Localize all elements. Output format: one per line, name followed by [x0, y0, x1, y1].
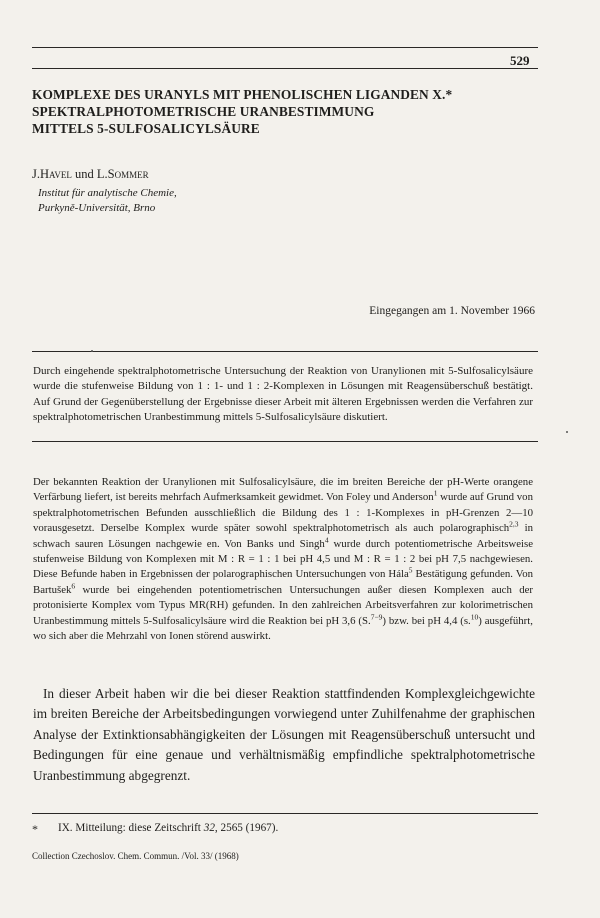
footnote-text: IX. Mitteilung: diese Zeitschrift: [58, 822, 204, 834]
ref-2-3: 2,3: [509, 519, 519, 529]
journal-citation: Collection Czechoslov. Chem. Commun. /Vol. 33/ (1968): [32, 851, 239, 861]
title-line-3: MITTELS 5-SULFOSALICYLSÄURE: [32, 121, 260, 136]
footnote-mark: *: [32, 822, 38, 836]
scan-speck: [91, 350, 93, 352]
authors: [32, 167, 149, 182]
intro-text-7: ) bzw. bei pH 4,4 (s.: [382, 614, 471, 627]
ref-10: 10: [470, 612, 479, 622]
abstract: Durch eingehende spektralphotometrische Untersuchung der Reaktion von Uranylionen mit 5-Sulfosalicylsäure wurde die stufenweise Bildung von 1 : 1- und 1 : 2-Komplexen in Lösungen mit Reagensüberschuß bestätigt. Auf Grund der Gegenüberstellung der Ergebnisse dieser Arbeit mit älteren Ergebnissen werden die Verfahren zur spektralphotometrischen Uranbestimmung mittels 5-Sulfosalicylsäure diskutiert.: [33, 365, 533, 424]
author-2-initial: L.: [96, 167, 108, 181]
ref-4: 4: [324, 535, 329, 545]
intro-text-8: ) ausgeführt, wo sich aber die Mehrzahl von Ionen störend auswirkt.: [33, 614, 533, 643]
received-date: Eingegangen am 1. November 1966: [369, 305, 535, 317]
abstract-rule-bottom: [32, 441, 538, 442]
ref-7-9: 7−9: [370, 612, 383, 622]
intro-text-3: in schwach sauren Lösungen nachgewie en. Von Banks und Singh: [33, 522, 533, 550]
author-2-name: Sommer: [107, 167, 149, 181]
scan-speck-2: [566, 431, 568, 433]
intro-paragraph: [33, 475, 533, 644]
affiliation-line-1: Institut für analytische Chemie,: [38, 187, 177, 199]
ref-5: 5: [408, 565, 413, 575]
intro-text-2: wurde auf Grund von spektralphotometrischen Befunden ausschließlich die Bildung des 1 : 1-Komplexes in pH-Grenzen 2—10 vorausgesetzt. Derselbe Komplex wurde später sowohl spektralphotometrisch als auch polarographisch: [33, 491, 533, 535]
footnote-rule: [32, 813, 538, 814]
header-rule-lower: [32, 68, 538, 69]
footnote-text-end: , 2565 (1967).: [214, 822, 279, 834]
author-1-initial: J.: [32, 167, 40, 181]
title-line-1: KOMPLEXE DES URANYLS MIT PHENOLISCHEN LIGANDEN X.*: [32, 87, 453, 102]
author-1-name: Havel: [40, 167, 72, 181]
intro-text-1: Der bekannten Reaktion der Uranylionen mit Sulfosalicylsäure, die im breiten Bereiche der pH-Werte orangene Verfärbung liefert, ist bereits mehrfach Aufmerksamkeit gewidmet. Von Foley und Anderson: [33, 476, 533, 504]
abstract-rule-top: [32, 351, 538, 352]
header-rule: [32, 47, 538, 48]
affiliation-line-2: Purkyně-Universität, Brno: [38, 201, 156, 214]
ref-1: 1: [433, 488, 438, 498]
ref-6: 6: [71, 581, 76, 591]
title-line-2: SPEKTRALPHOTOMETRISCHE URANBESTIMMUNG: [32, 104, 375, 119]
footnote: [58, 822, 278, 834]
intro-text-6: wurde bei eingehenden potentiometrischen Untersuchungen außer diesen Komplexen auch der protonisierte Komplex vom Typus MR(RH) gefunden. In den zahlreichen Arbeitsverfahren zur kolorimetrischen Uranbestimmung mittels 5-Sulfosalicylsäure wird die Reaktion bei pH 3,6 (S.: [33, 583, 533, 627]
author-conjunction: und: [71, 167, 97, 181]
affiliation: [38, 186, 177, 215]
footnote-volume: 32: [203, 822, 215, 834]
intro-text-4: wurde durch potentiometrische Arbeitsweise stufenweise Bildung von Komplexen mit M : R = 1 : 1 bei pH 4,5 und M : R = 1 : 2 bei pH 7,5 nachgewiesen. Diese Befunde haben in Ergebnissen der polarographischen Untersuchungen von Hála: [33, 537, 533, 581]
intro-text-5: Bestätigung gefunden. Von Bartušek: [33, 568, 534, 596]
aim-paragraph: In dieser Arbeit haben wir die bei dieser Reaktion stattfindenden Komplexgleichgewichte im breiten Bereiche der Arbeitsbedingungen vorwiegend unter Zuhilfenahme der graphischen Analyse der Extinktionsabhängigkeiten der Lösungen mit Reagensüberschuß untersucht und Bedingungen für eine genaue und verhältnismäßig empfindliche spektralphotometrische Uranbestimmung abgegrenzt.: [33, 686, 535, 783]
article-title: [32, 86, 572, 137]
page-number: 529: [510, 53, 530, 68]
